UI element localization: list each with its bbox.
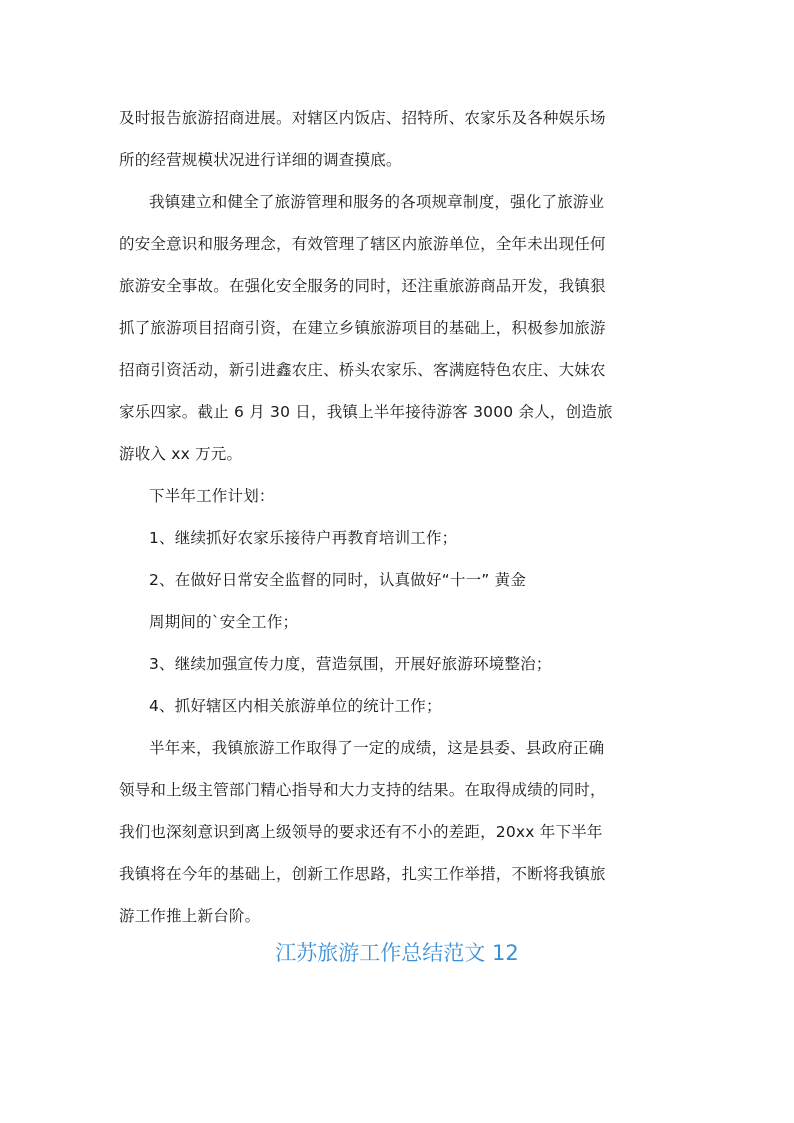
text-line: 旅游安全事故。在强化安全服务的同时，还注重旅游商品开发，我镇狠: [119, 277, 606, 295]
text-line: 抓了旅游项目招商引资，在建立乡镇旅游项目的基础上，积极参加旅游: [119, 319, 606, 337]
text-line: 游工作推上新台阶。: [119, 907, 261, 925]
text-line: 的安全意识和服务理念，有效管理了辖区内旅游单位，全年未出现任何: [119, 235, 606, 253]
text-line: 家乐四家。截止 6 月 30 日，我镇上半年接待游客 3000 余人，创造旅: [119, 403, 613, 421]
text-line: 所的经营规模状况进行详细的调查摸底。: [119, 151, 402, 169]
text-line: 领导和上级主管部门精心指导和大力支持的结果。在取得成绩的同时，: [119, 781, 606, 799]
text-line: 招商引资活动，新引进鑫农庄、桥头农家乐、客满庭特色农庄、大妹农: [119, 361, 606, 379]
text-line: 及时报告旅游招商进展。对辖区内饭店、招特所、农家乐及各种娱乐场: [119, 109, 606, 127]
text-line: 我们也深刻意识到离上级领导的要求还有不小的差距，20xx 年下半年: [119, 823, 603, 841]
plan-item: 4、抓好辖区内相关旅游单位的统计工作；: [149, 697, 442, 715]
plan-item: 3、继续加强宣传力度，营造氛围，开展好旅游环境整治；: [149, 655, 552, 673]
section-heading: 下半年工作计划：: [149, 487, 275, 505]
plan-item: 周期间的`安全工作；: [149, 613, 299, 631]
text-line: 半年来，我镇旅游工作取得了一定的成绩，这是县委、县政府正确: [149, 739, 605, 757]
text-line: 游收入 xx 万元。: [119, 445, 243, 463]
plan-item: 2、在做好日常安全监督的同时，认真做好“十一” 黄金: [149, 571, 527, 589]
text-line: 我镇建立和健全了旅游管理和服务的各项规章制度，强化了旅游业: [149, 193, 605, 211]
text-line: 我镇将在今年的基础上，创新工作思路，扎实工作举措，不断将我镇旅: [119, 865, 606, 883]
section-title: 江苏旅游工作总结范文 12: [275, 941, 519, 965]
plan-item: 1、继续抓好农家乐接待户再教育培训工作；: [149, 529, 458, 547]
